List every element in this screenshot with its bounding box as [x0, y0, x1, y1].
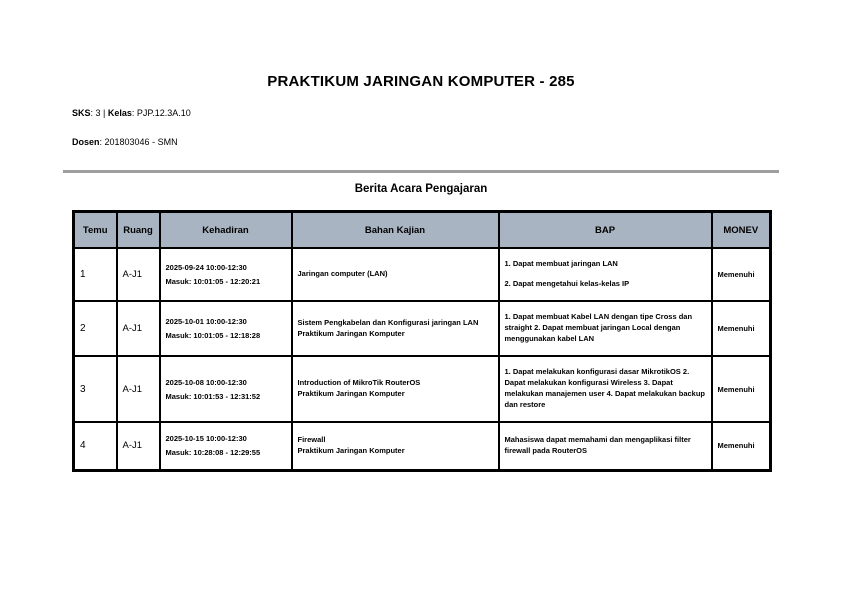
meta-label: SKS	[72, 108, 91, 118]
cell-ruang: A-J1	[117, 248, 160, 301]
cell-temu: 2	[74, 301, 117, 356]
cell-bahan-kajian	[292, 422, 499, 470]
page-title: PRAKTIKUM JARINGAN KOMPUTER - 285	[267, 73, 575, 90]
table-row	[74, 301, 771, 356]
cell-kehadiran-line: 2025-09-24 10:00-12:30	[165, 263, 247, 272]
meta-value: : 201803046 - SMN	[99, 137, 178, 147]
cell-bahan-kajian-line: Praktikum Jaringan Komputer	[297, 445, 405, 455]
cell-kehadiran-line: Masuk: 10:01:05 - 12:18:28	[165, 331, 261, 340]
cell-bap	[499, 422, 712, 470]
table-header-row	[74, 212, 771, 249]
cell-kehadiran-line: Masuk: 10:01:53 - 12:31:52	[165, 391, 261, 401]
cell-monev: Memenuhi	[712, 301, 771, 356]
meta-label: Dosen	[72, 137, 100, 147]
column-header-bap: BAP	[499, 212, 712, 249]
cell-temu: 3	[74, 356, 117, 422]
cell-ruang: A-J1	[117, 356, 160, 422]
berita-acara-table	[72, 210, 772, 472]
cell-bahan-kajian	[292, 356, 499, 422]
cell-kehadiran	[160, 248, 292, 301]
cell-bahan-kajian-line: Jaringan computer (LAN)	[297, 269, 388, 279]
column-header-monev: MONEV	[712, 212, 771, 249]
cell-kehadiran-line: Masuk: 10:01:05 - 12:20:21	[165, 277, 261, 286]
cell-bap-line: 1. Dapat melakukan konfigurasi dasar MikrotikOS 2. Dapat melakukan konfigurasi Wireless 3. Dapat melakukan manajemen user 4. Dapat melakukan backup dan restore	[504, 367, 706, 409]
column-header-bahan-kajian: Bahan Kajian	[292, 212, 499, 249]
cell-bap-line: 1. Dapat membuat jaringan LAN	[504, 259, 618, 269]
column-header-temu: Temu	[74, 212, 117, 249]
cell-ruang: A-J1	[117, 301, 160, 356]
cell-bap	[499, 301, 712, 356]
cell-kehadiran-line: 2025-10-01 10:00-12:30	[165, 317, 247, 326]
cell-bap	[499, 248, 712, 301]
cell-bap	[499, 356, 712, 422]
section-divider	[63, 170, 779, 173]
meta-value: : PJP.12.3A.10	[131, 108, 191, 118]
cell-bahan-kajian-line: Firewall	[297, 434, 326, 444]
cell-monev: Memenuhi	[712, 248, 771, 301]
meta-value: : 3 |	[90, 108, 108, 118]
table-body	[74, 248, 771, 470]
cell-kehadiran	[160, 301, 292, 356]
cell-bahan-kajian-line: Praktikum Jaringan Komputer	[297, 328, 405, 338]
table-row	[74, 422, 771, 470]
cell-bap-line: 2. Dapat mengetahui kelas-kelas IP	[504, 279, 630, 288]
meta-dosen	[72, 137, 178, 147]
meta-label: Kelas	[107, 108, 132, 118]
table-title: Berita Acara Pengajaran	[354, 183, 488, 195]
cell-temu: 4	[74, 422, 117, 470]
column-header-kehadiran: Kehadiran	[160, 212, 292, 249]
cell-bap-line: 1. Dapat membuat Kabel LAN dengan tipe Cross dan straight 2. Dapat membuat jaringan Local dengan menggunakan kabel LAN	[504, 312, 693, 343]
cell-bahan-kajian-line: Praktikum Jaringan Komputer	[297, 389, 405, 398]
cell-kehadiran-line: 2025-10-15 10:00-12:30	[165, 434, 247, 444]
table-row	[74, 356, 771, 422]
cell-kehadiran	[160, 356, 292, 422]
cell-bahan-kajian	[292, 248, 499, 301]
cell-bahan-kajian-line: Sistem Pengkabelan dan Konfigurasi jaringan LAN	[297, 317, 479, 327]
cell-bahan-kajian	[292, 301, 499, 356]
meta-sks-kelas	[72, 108, 191, 118]
cell-monev: Memenuhi	[712, 356, 771, 422]
cell-kehadiran-line: 2025-10-08 10:00-12:30	[165, 377, 247, 387]
cell-ruang: A-J1	[117, 422, 160, 470]
cell-bahan-kajian-line: Introduction of MikroTik RouterOS	[297, 378, 421, 388]
cell-temu: 1	[74, 248, 117, 301]
cell-kehadiran	[160, 422, 292, 470]
table-row	[74, 248, 771, 301]
cell-bap-line: Mahasiswa dapat memahami dan mengaplikasi filter firewall pada RouterOS	[504, 434, 691, 455]
column-header-ruang: Ruang	[117, 212, 160, 249]
cell-monev: Memenuhi	[712, 422, 771, 470]
cell-kehadiran-line: Masuk: 10:28:08 - 12:29:55	[165, 448, 261, 458]
